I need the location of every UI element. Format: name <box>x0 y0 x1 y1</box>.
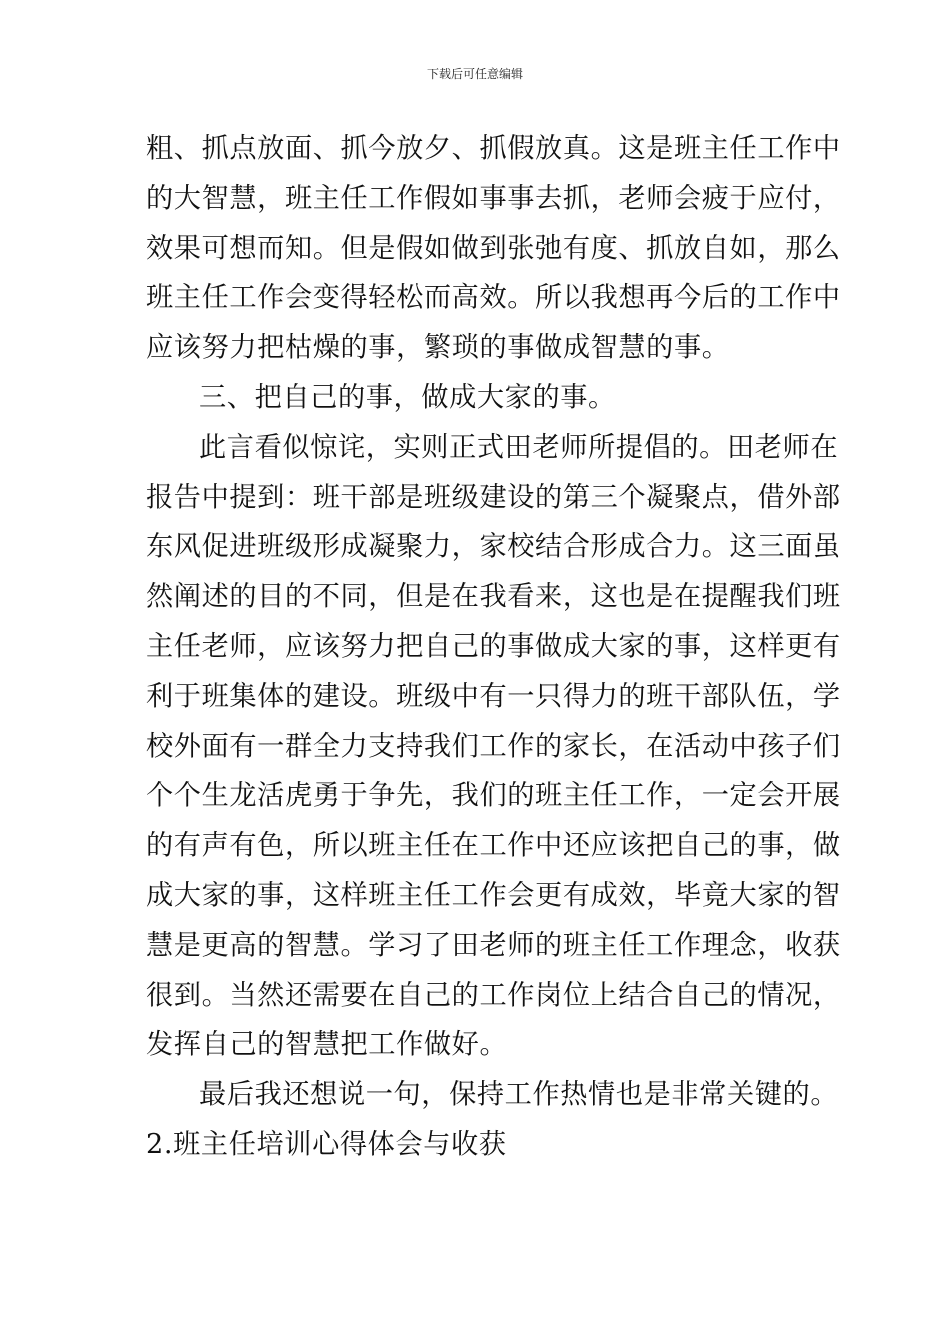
paragraph-line: 东风促进班级形成凝聚力，家校结合形成合力。这三面虽 <box>146 531 841 563</box>
paragraph-line: 的有声有色，所以班主任在工作中还应该把自己的事，做 <box>146 830 841 862</box>
paragraph-line: 应该努力把枯燥的事，繁琐的事做成智慧的事。 <box>146 332 730 364</box>
paragraph-line: 校外面有一群全力支持我们工作的家长，在活动中孩子们 <box>146 730 841 762</box>
paragraph-line: 此言看似惊诧，实则正式田老师所提倡的。田老师在 <box>199 431 839 463</box>
paragraph-line: 粗、抓点放面、抓今放夕、抓假放真。这是班主任工作中 <box>146 133 841 164</box>
paragraph-line: 主任老师，应该努力把自己的事做成大家的事，这样更有 <box>146 630 841 662</box>
paragraph-line: 发挥自己的智慧把工作做好。 <box>146 1029 508 1061</box>
paragraph-line: 慧是更高的智慧。学习了田老师的班主任工作理念，收获 <box>146 929 841 961</box>
paragraph-line: 最后我还想说一句，保持工作热情也是非常关键的。 <box>199 1079 839 1111</box>
paragraph-line: 报告中提到：班干部是班级建设的第三个凝聚点，借外部 <box>146 481 841 513</box>
section-heading: 三、把自己的事，做成大家的事。 <box>199 381 616 413</box>
paragraph-line: 然阐述的目的不同，但是在我看来，这也是在提醒我们班 <box>146 581 841 613</box>
paragraph-line: 效果可想而知。但是假如做到张弛有度、抓放自如，那么 <box>146 232 841 264</box>
paragraph-line: 很到。当然还需要在自己的工作岗位上结合自己的情况， <box>146 979 841 1011</box>
paragraph-line: 利于班集体的建设。班级中有一只得力的班干部队伍，学 <box>146 680 841 712</box>
document-body <box>146 124 841 1170</box>
paragraph-line: 个个生龙活虎勇于争先，我们的班主任工作，一定会开展 <box>146 780 841 812</box>
paragraph-line: 的大智慧，班主任工作假如事事去抓，老师会疲于应付， <box>146 182 841 214</box>
paragraph-line: 成大家的事，这样班主任工作会更有成效，毕竟大家的智 <box>146 879 841 911</box>
page-header: 下载后可任意编辑 <box>426 67 523 81</box>
paragraph-line: 班主任工作会变得轻松而高效。所以我想再今后的工作中 <box>146 282 841 314</box>
next-section-title: 2.班主任培训心得体会与收获 <box>146 1128 507 1160</box>
